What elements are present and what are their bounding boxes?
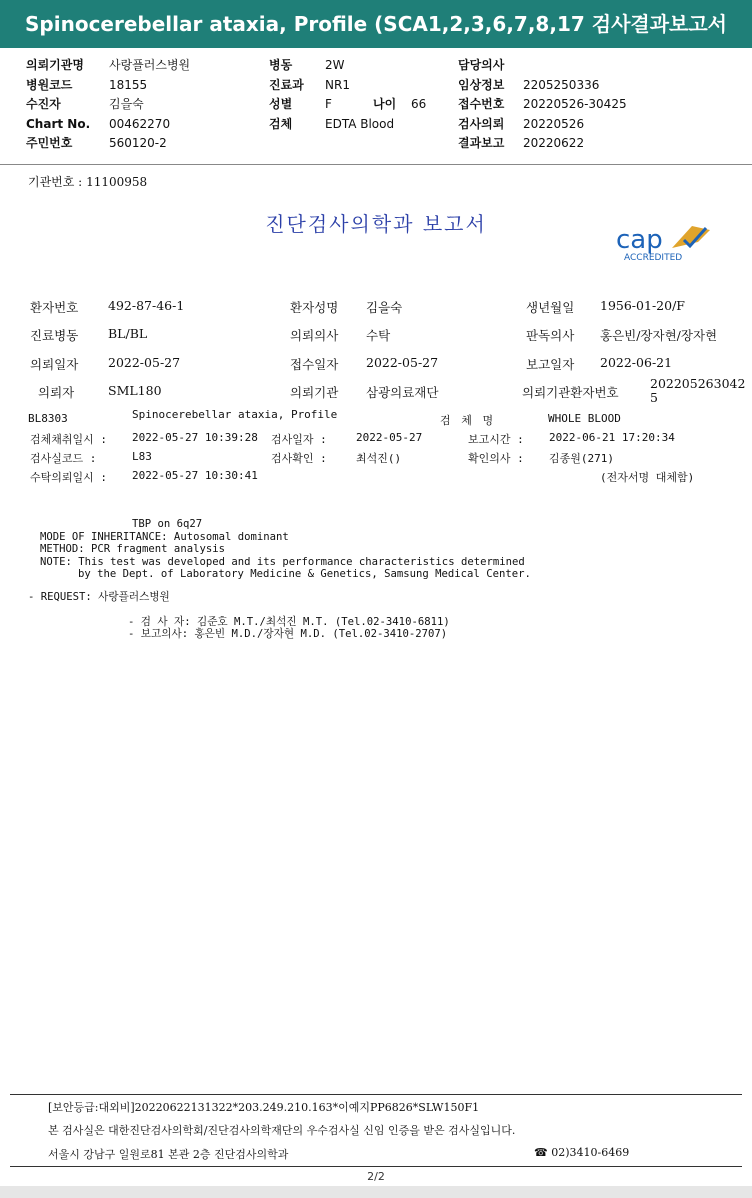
- header-key: Chart No.: [26, 116, 91, 131]
- cap-logo-svg: [614, 218, 714, 264]
- note-line: MODE OF INHERITANCE: Autosomal dominant: [40, 531, 289, 543]
- header-value: 00462270: [109, 116, 171, 131]
- header-key: 주민번호: [26, 136, 73, 150]
- patient-value: 김을숙: [366, 300, 403, 315]
- header-key: 의뢰기관명: [26, 58, 84, 72]
- specimen-value: WHOLE BLOOD: [548, 412, 621, 425]
- header-row: [26, 56, 191, 76]
- viewer-bottom-strip: [0, 1186, 752, 1198]
- header-key: 진료과: [269, 77, 304, 92]
- header-value: 20220526-30425: [523, 97, 627, 111]
- note-line: NOTE: This test was developed and its performance characteristics determined: [40, 556, 525, 568]
- age-label: 나이: [373, 97, 397, 111]
- header-row: [458, 134, 585, 154]
- patient-value: SML180: [108, 383, 162, 398]
- header-key: 병동: [269, 58, 293, 72]
- note-line: by the Dept. of Laboratory Medicine & Genetics, Samsung Medical Center.: [78, 568, 531, 580]
- received-label: 수탁의뢰일시 :: [30, 471, 108, 484]
- test-value: 최석진(): [356, 452, 402, 465]
- test-value: 2022-06-21 17:20:34: [549, 431, 675, 444]
- header-key: 검사의뢰: [458, 116, 505, 131]
- patient-value: 2022-06-21: [600, 355, 673, 370]
- header-row: [269, 95, 427, 115]
- header-row: [26, 115, 171, 135]
- header-col-3: [458, 56, 627, 154]
- header-value: 560120-2: [109, 136, 167, 150]
- test-code: BL8303: [28, 412, 68, 425]
- agency-value: 11100958: [86, 175, 148, 189]
- patient-value: 삼광의료재단: [366, 385, 439, 400]
- header-value: NR1: [325, 77, 350, 92]
- header-row: [458, 115, 585, 135]
- patient-label: 환자성명: [290, 300, 339, 315]
- header-value: 김을숙: [109, 97, 144, 111]
- test-name: Spinocerebellar ataxia, Profile: [132, 408, 338, 421]
- staff-line: - 보고의사: 홍은빈 M.D./장자현 M.D. (Tel.02-3410-2707): [128, 628, 448, 640]
- patient-value: BL/BL: [108, 326, 148, 341]
- received-value: 2022-05-27 10:30:41: [132, 469, 258, 482]
- report-header-title: Spinocerebellar ataxia, Profile (SCA1,2,3,6,7,8,17 검사결과보고서: [25, 12, 727, 36]
- test-label: 검사일자 :: [271, 433, 327, 446]
- patient-label: 접수일자: [290, 357, 339, 372]
- patient-label: 의뢰일자: [30, 357, 79, 372]
- patient-label: 판독의사: [526, 328, 575, 343]
- note-line: TBP on 6q27: [132, 518, 203, 530]
- header-key: 성별: [269, 97, 293, 111]
- test-label: 검체채취일시 :: [30, 433, 108, 446]
- patient-value: 2022-05-27: [366, 355, 439, 370]
- header-key: 접수번호: [458, 97, 505, 111]
- header-key: 담당의사: [458, 58, 505, 72]
- test-label: 검사실코드 :: [30, 452, 97, 465]
- header-key: 임상정보: [458, 77, 505, 92]
- header-row: [26, 134, 167, 154]
- patient-value: 1956-01-20/F: [600, 298, 685, 313]
- patient-label: 진료병동: [30, 328, 79, 343]
- header-col-1: [26, 56, 191, 154]
- header-row: [26, 95, 144, 115]
- test-label: 보고시간 :: [468, 433, 524, 446]
- esign-note: (전자서명 대체함): [600, 471, 695, 484]
- test-value: 2022-05-27: [356, 431, 423, 444]
- report-title: 진단검사의학과 보고서: [265, 212, 487, 236]
- certification-line: 본 검사실은 대한진단검사의학회/진단검사의학재단의 우수검사실 신임 인증을 받은 검사실입니다.: [48, 1124, 516, 1137]
- header-key: 병원코드: [26, 77, 73, 92]
- header-row: [458, 95, 627, 115]
- footer-top-divider: [10, 1094, 742, 1095]
- address-line: 서울시 강남구 일원로81 본관 2층 진단검사의학과: [48, 1148, 289, 1161]
- cap-accredited-logo: [614, 218, 714, 264]
- patient-label: 보고일자: [526, 357, 575, 372]
- header-value: 20220622: [523, 136, 585, 150]
- patient-value: 수탁: [366, 328, 391, 343]
- header-row: [26, 76, 148, 96]
- cap-logo-sub: ACCREDITED: [624, 253, 683, 263]
- patient-value: 492-87-46-1: [108, 298, 185, 313]
- note-line: METHOD: PCR fragment analysis: [40, 543, 225, 555]
- patient-label: 환자번호: [30, 300, 79, 315]
- patient-value: 202205263042: [650, 376, 746, 391]
- phone-line: [534, 1146, 629, 1159]
- test-value: 2022-05-27 10:39:28: [132, 431, 258, 444]
- patient-label: 의뢰기관: [290, 385, 339, 400]
- agency-label: 기관번호 :: [28, 175, 83, 189]
- header-key: 수진자: [26, 97, 61, 111]
- header-value: 20220526: [523, 116, 585, 131]
- patient-value-wrap: 5: [650, 390, 658, 405]
- phone-icon: ☎: [534, 1146, 548, 1159]
- header-col-2: [269, 56, 427, 134]
- header-divider: [0, 164, 752, 165]
- patient-value: 2022-05-27: [108, 355, 181, 370]
- header-value: F: [325, 97, 332, 111]
- patient-label: 의뢰자: [38, 385, 75, 400]
- header-row: [269, 56, 345, 76]
- report-header-bar: [0, 0, 752, 48]
- header-value: 2W: [325, 58, 345, 72]
- request-line: - REQUEST: 사랑플러스병원: [28, 591, 170, 603]
- test-value: L83: [132, 450, 152, 463]
- specimen-label: 검 체 명: [440, 414, 496, 427]
- test-label: 확인의사 :: [468, 452, 524, 465]
- header-row: [269, 76, 350, 96]
- header-value: 사랑플러스병원: [109, 58, 191, 72]
- page-number: 2/2: [367, 1170, 385, 1183]
- header-key: 결과보고: [458, 136, 505, 150]
- footer-bottom-divider: [10, 1166, 742, 1167]
- phone-number: 02)3410-6469: [551, 1146, 630, 1159]
- patient-label: 생년월일: [526, 300, 575, 315]
- staff-line: - 검 사 자: 김준호 M.T./최석진 M.T. (Tel.02-3410-6811): [128, 616, 450, 628]
- header-row: [458, 56, 505, 76]
- header-row: [269, 115, 395, 135]
- cap-logo-word: cap: [616, 225, 663, 255]
- patient-value: 홍은빈/장자현/장자현: [600, 328, 718, 343]
- age-value: 66: [411, 97, 427, 111]
- security-line: [보안등급:대외비]20220622131322*203.249.210.163*이예지PP6826*SLW150F1: [48, 1101, 480, 1114]
- header-row: [458, 76, 600, 96]
- patient-label: 의뢰의사: [290, 328, 339, 343]
- patient-label: 의뢰기관환자번호: [522, 385, 619, 400]
- test-label: 검사확인 :: [271, 452, 327, 465]
- header-value: 2205250336: [523, 77, 600, 92]
- test-value: 김종원(271): [549, 452, 614, 465]
- header-value: 18155: [109, 77, 148, 92]
- agency-number: [28, 173, 147, 190]
- header-key: 검체: [269, 116, 293, 131]
- header-value: EDTA Blood: [325, 116, 395, 131]
